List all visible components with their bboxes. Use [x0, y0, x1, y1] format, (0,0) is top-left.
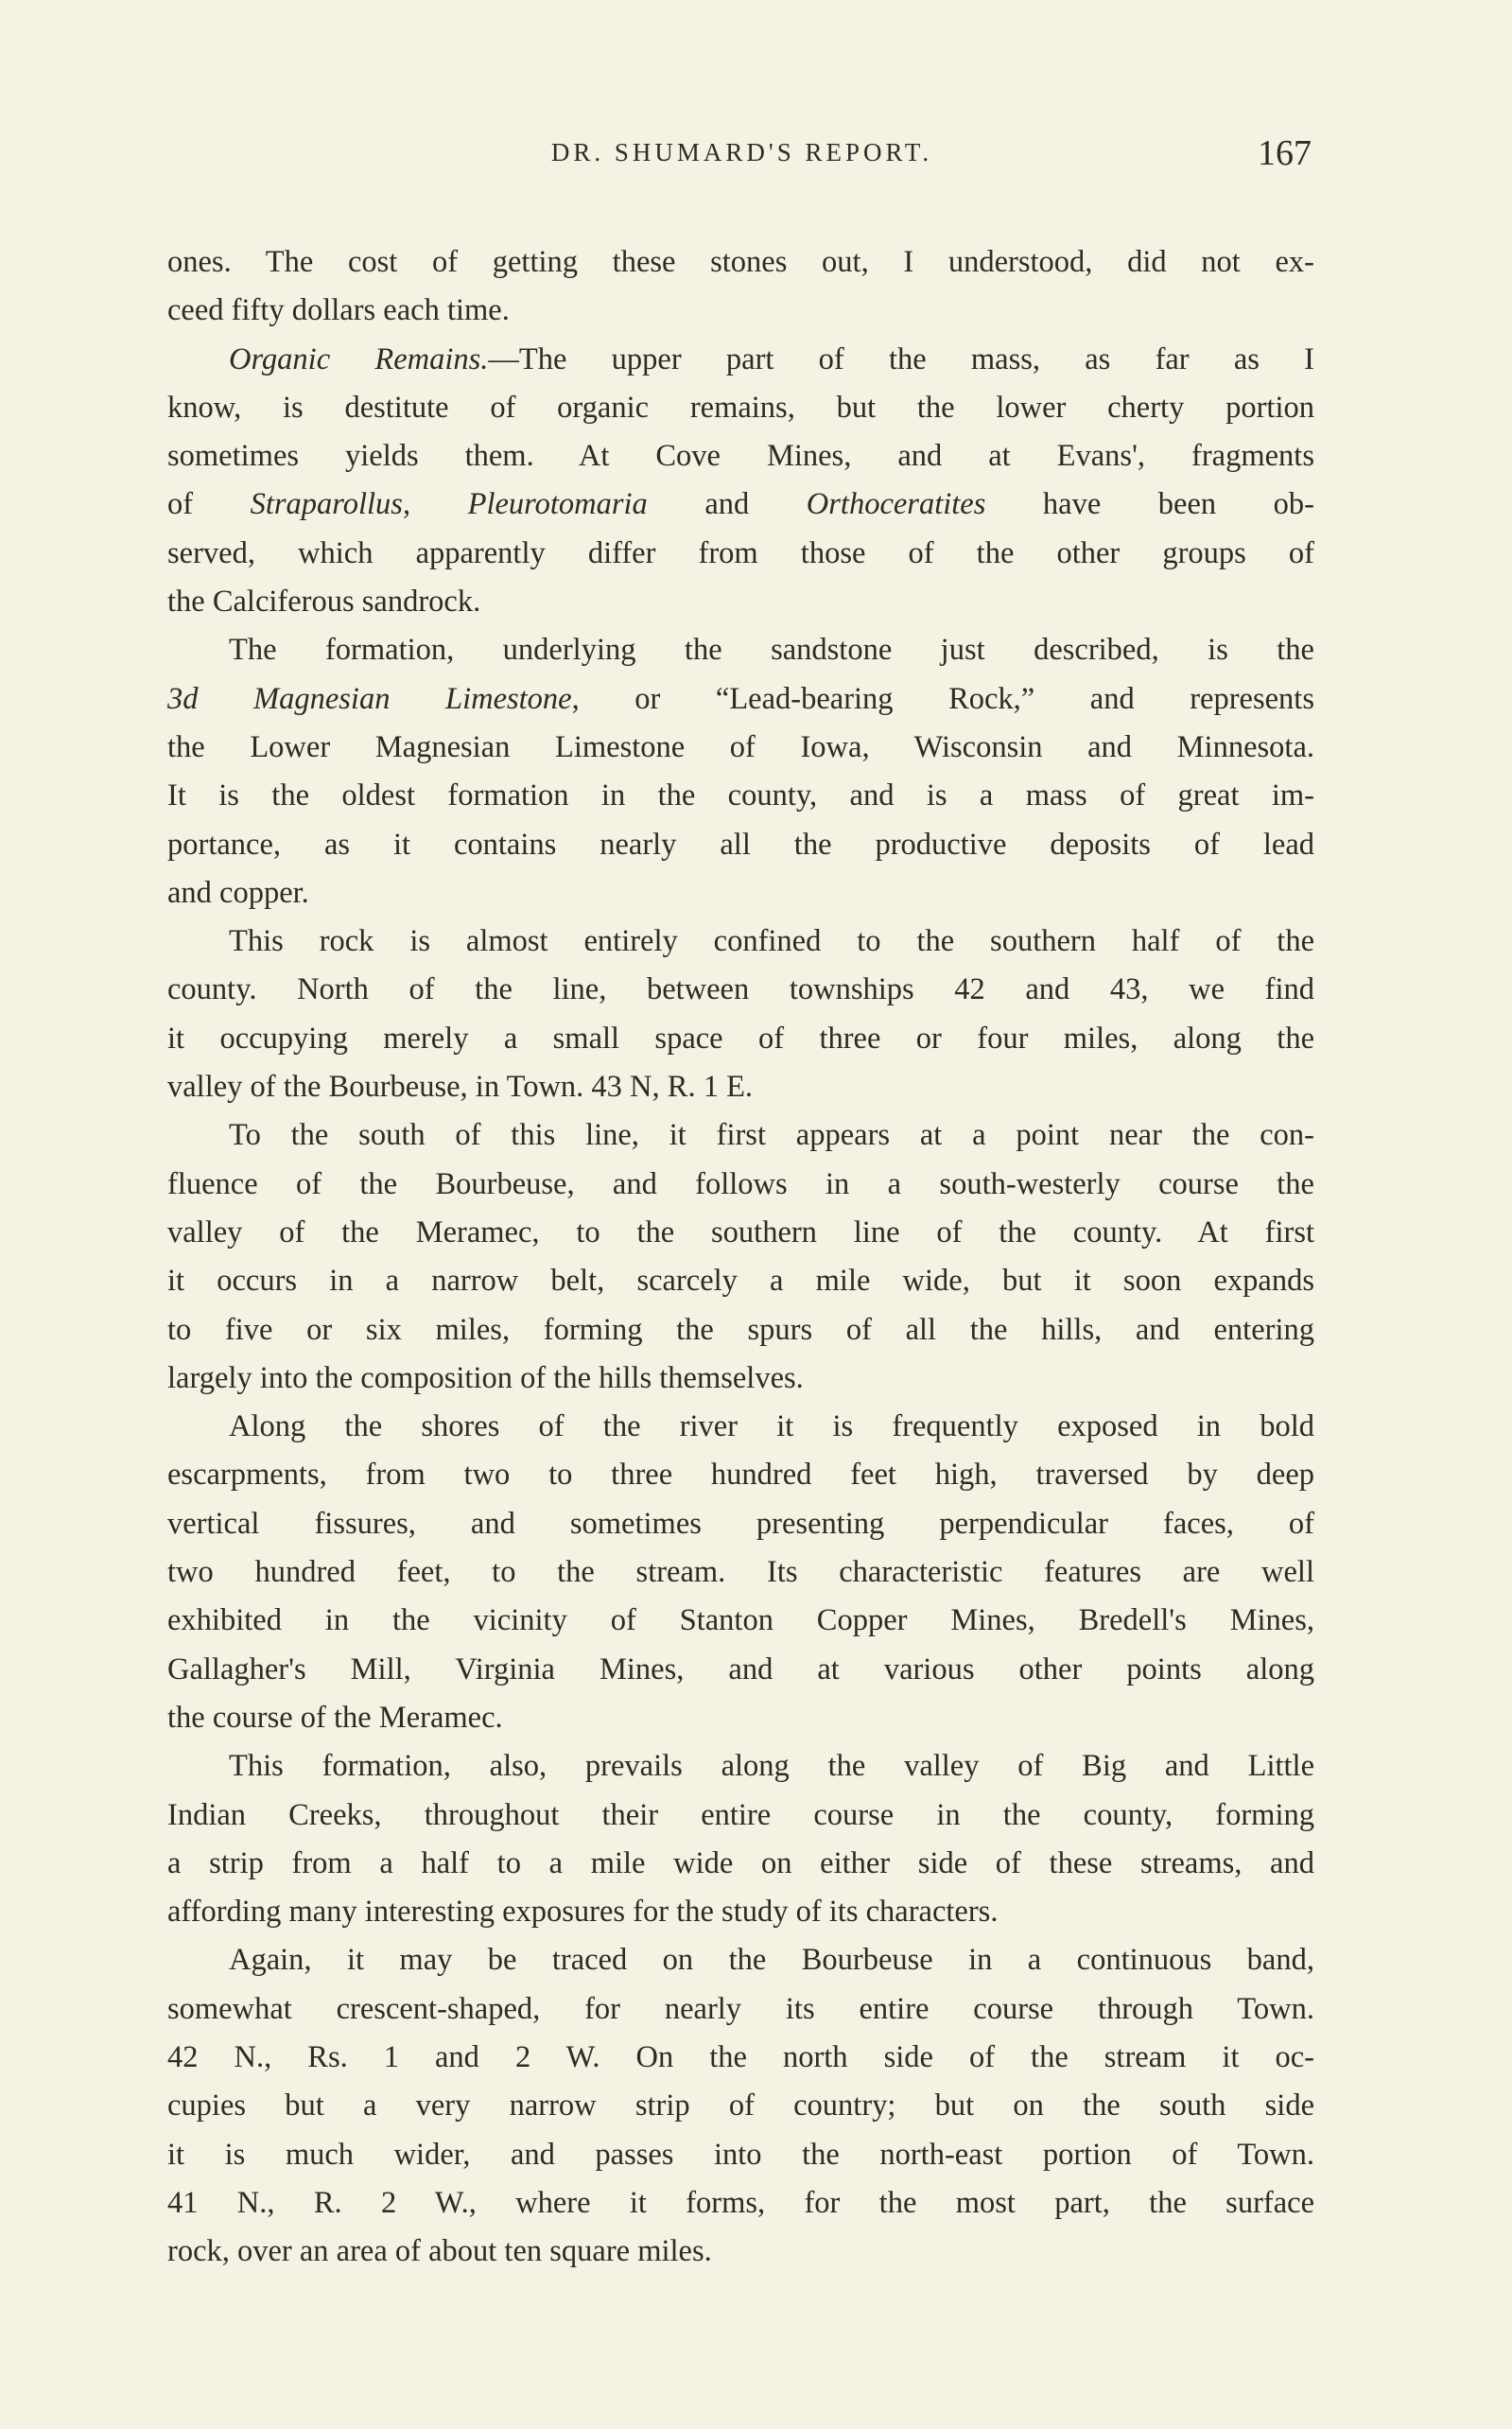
text-line: escarpments, from two to three hundred feet high, traversed by deep: [167, 1458, 1314, 1493]
text-segment: , or “Lead-bearing Rock,” and represents: [571, 681, 1314, 716]
italic-text: 3d Magnesian Limestone: [167, 681, 572, 716]
text-line: Along the shores of the river it is frequently exposed in bold: [229, 1409, 1314, 1444]
text-line: know, is destitute of organic remains, but the lower cherty portion: [167, 390, 1314, 425]
text-line: sometimes yields them. At Cove Mines, and at Evans', fragments: [167, 439, 1314, 474]
text-line: a strip from a half to a mile wide on either side of these streams, and: [167, 1845, 1314, 1880]
text-line: ceed fifty dollars each time.: [167, 293, 510, 328]
text-line: 42 N., Rs. 1 and 2 W. On the north side of the stream it oc-: [167, 2039, 1314, 2074]
text-line: [167, 675, 1314, 724]
text-line: [167, 336, 1314, 384]
text-line: the course of the Meramec.: [167, 1700, 503, 1735]
text-line: and copper.: [167, 875, 309, 910]
text-line: it occurs in a narrow belt, scarcely a mile wide, but it soon expands: [167, 1264, 1314, 1299]
text-line: 41 N., R. 2 W., where it forms, for the most part, the surface: [167, 2185, 1314, 2220]
italic-text: Pleurotomaria: [467, 487, 648, 522]
text-line: Again, it may be traced on the Bourbeuse in a continuous band,: [229, 1943, 1314, 1978]
text-segment: —The upper part of the mass, as far as I: [488, 341, 1314, 376]
text-line: two hundred feet, to the stream. Its characteristic features are well: [167, 1555, 1314, 1590]
text-line: This rock is almost entirely confined to the southern half of the: [229, 924, 1314, 959]
text-line: fluence of the Bourbeuse, and follows in a south-westerly course the: [167, 1166, 1314, 1201]
text-line: the Calciferous sandrock.: [167, 585, 481, 620]
paragraph: [167, 336, 1314, 627]
text-line: portance, as it contains nearly all the productive deposits of lead: [167, 827, 1314, 862]
text-segment: have been ob-: [985, 487, 1314, 522]
text-line: valley of the Bourbeuse, in Town. 43 N, R. 1 E.: [167, 1070, 754, 1105]
text-line: the Lower Magnesian Limestone of Iowa, Wisconsin and Minnesota.: [167, 729, 1314, 764]
text-line: It is the oldest formation in the county, and is a mass of great im-: [167, 778, 1314, 813]
text-line: ones. The cost of getting these stones out, I understood, did not ex-: [167, 245, 1314, 279]
text-line: affording many interesting exposures for the study of its characters.: [167, 1895, 999, 1930]
text-line: This formation, also, prevails along the valley of Big and Little: [229, 1749, 1314, 1784]
page-number: 167: [1258, 133, 1312, 173]
text-line: county. North of the line, between townships 42 and 43, we find: [167, 972, 1314, 1007]
text-line: it occupying merely a small space of three or four miles, along the: [167, 1021, 1314, 1056]
paragraph: [167, 917, 1314, 1111]
text-line: Indian Creeks, throughout their entire course in the county, forming: [167, 1797, 1314, 1832]
paragraph: [167, 626, 1314, 917]
text-segment: and: [647, 487, 807, 522]
text-line: Gallagher's Mill, Virginia Mines, and at various other points along: [167, 1651, 1314, 1686]
paragraph: [167, 1936, 1314, 2276]
text-line: exhibited in the vicinity of Stanton Copper Mines, Bredell's Mines,: [167, 1603, 1314, 1638]
text-line: to five or six miles, forming the spurs of all the hills, and entering: [167, 1312, 1314, 1347]
text-segment: ,: [402, 487, 468, 522]
italic-text: Straparollus: [250, 487, 403, 522]
paragraph: [167, 238, 1314, 336]
text-line: cupies but a very narrow strip of country; but on the south side: [167, 2088, 1314, 2123]
text-line: it is much wider, and passes into the north-east portion of Town.: [167, 2137, 1314, 2172]
paragraph: [167, 1111, 1314, 1403]
text-line: largely into the composition of the hills themselves.: [167, 1360, 804, 1395]
text-line: To the south of this line, it first appears at a point near the con-: [229, 1118, 1314, 1153]
body-text: [167, 238, 1314, 2276]
text-line: valley of the Meramec, to the southern line of the county. At first: [167, 1214, 1314, 1249]
italic-text: Orthoceratites: [806, 487, 986, 522]
text-line: vertical fissures, and sometimes presenting perpendicular faces, of: [167, 1506, 1314, 1541]
text-line: rock, over an area of about ten square miles.: [167, 2234, 712, 2269]
paragraph: [167, 1742, 1314, 1936]
text-line: The formation, underlying the sandstone just described, is the: [229, 633, 1314, 668]
text-segment: of: [167, 487, 251, 522]
paragraph: [167, 1403, 1314, 1742]
text-line: [167, 481, 1314, 529]
italic-text: Organic Remains.: [229, 341, 489, 376]
text-line: served, which apparently differ from those of the other groups of: [167, 535, 1314, 570]
text-line: somewhat crescent-shaped, for nearly its entire course through Town.: [167, 1991, 1314, 2026]
running-title: DR. SHUMARD'S REPORT.: [550, 138, 933, 166]
